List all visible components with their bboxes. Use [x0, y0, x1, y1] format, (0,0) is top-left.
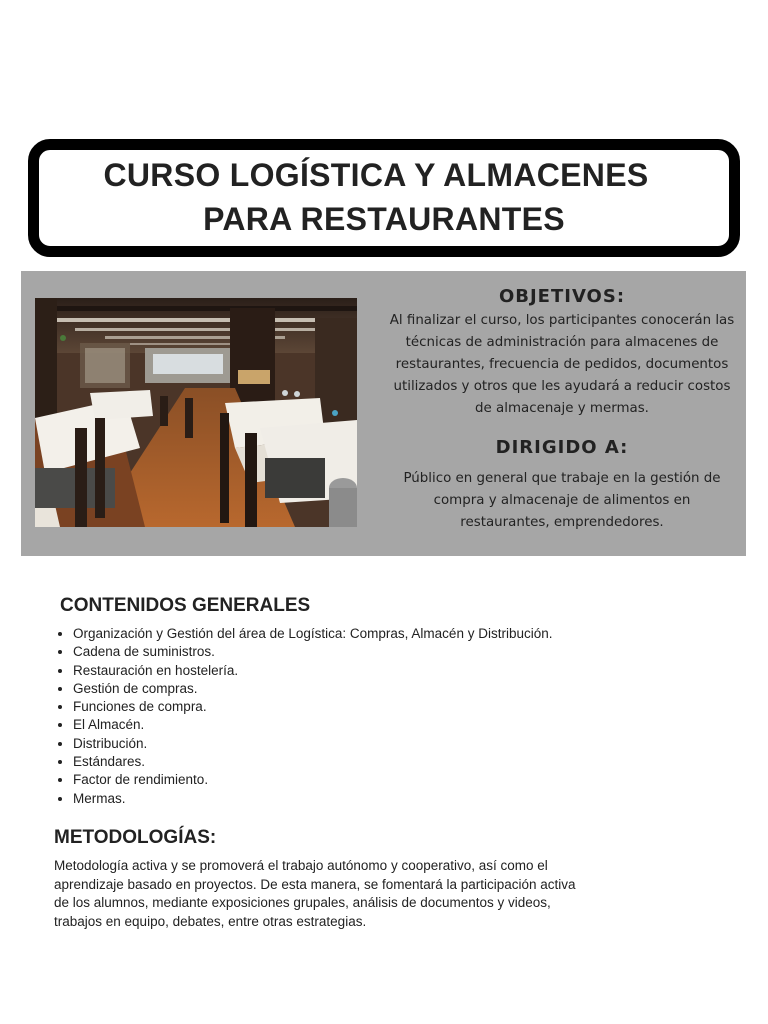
objetivos-text: [386, 310, 738, 420]
objetivos-line: técnicas de administración para almacenes de: [405, 335, 719, 350]
objetivos-line: de almacenaje y mermas.: [475, 401, 649, 416]
dirigido-text: [386, 468, 738, 534]
restaurant-photo: [35, 298, 357, 527]
metodologias-heading: METODOLOGÍAS:: [54, 827, 217, 848]
list-item: • Estándares.: [73, 753, 552, 771]
objetivos-line: restaurantes, frecuencia de pedidos, documentos: [395, 357, 729, 372]
dirigido-line: Público en general que trabaje en la gestión de: [403, 471, 721, 486]
metodologias-text: [54, 857, 614, 931]
course-title-line-1: CURSO LOGÍSTICA Y ALMACENES: [103, 157, 649, 193]
list-item: • Mermas.: [73, 790, 552, 808]
metodologias-line: aprendizaje basado en proyectos. De esta manera, se fomentará la participación activa: [54, 876, 576, 892]
objetivos-line: Al finalizar el curso, los participantes conocerán las: [389, 313, 735, 328]
contenidos-heading: CONTENIDOS GENERALES: [60, 595, 311, 616]
list-item: • Gestión de compras.: [73, 680, 552, 698]
list-item: • Restauración en hostelería.: [73, 662, 552, 680]
metodologias-line: trabajos en equipo, debates, entre otras estrategias.: [54, 913, 367, 929]
dirigido-line: restaurantes, emprendedores.: [460, 515, 664, 530]
course-title-line-2: PARA RESTAURANTES: [203, 201, 565, 237]
list-item: • El Almacén.: [73, 716, 552, 734]
dirigido-line: compra y almacenaje de alimentos en: [433, 493, 691, 508]
contenidos-list: [54, 625, 552, 808]
list-item: • Funciones de compra.: [73, 698, 552, 716]
metodologias-line: de los alumnos, mediante exposiciones grupales, análisis de documentos y videos,: [54, 895, 551, 911]
list-item: • Organización y Gestión del área de Logística: Compras, Almacén y Distribución.: [73, 625, 552, 643]
dirigido-heading: DIRIGIDO A:: [495, 437, 629, 458]
list-item: • Cadena de suministros.: [73, 643, 552, 661]
metodologias-line: Metodología activa y se promoverá el trabajo autónomo y cooperativo, así como el: [54, 858, 548, 873]
objetivos-heading: OBJETIVOS:: [498, 286, 626, 307]
list-item: • Distribución.: [73, 735, 552, 753]
objetivos-line: utilizados y otros que les ayudará a reducir costos: [393, 379, 731, 394]
list-item: • Factor de rendimiento.: [73, 771, 552, 789]
